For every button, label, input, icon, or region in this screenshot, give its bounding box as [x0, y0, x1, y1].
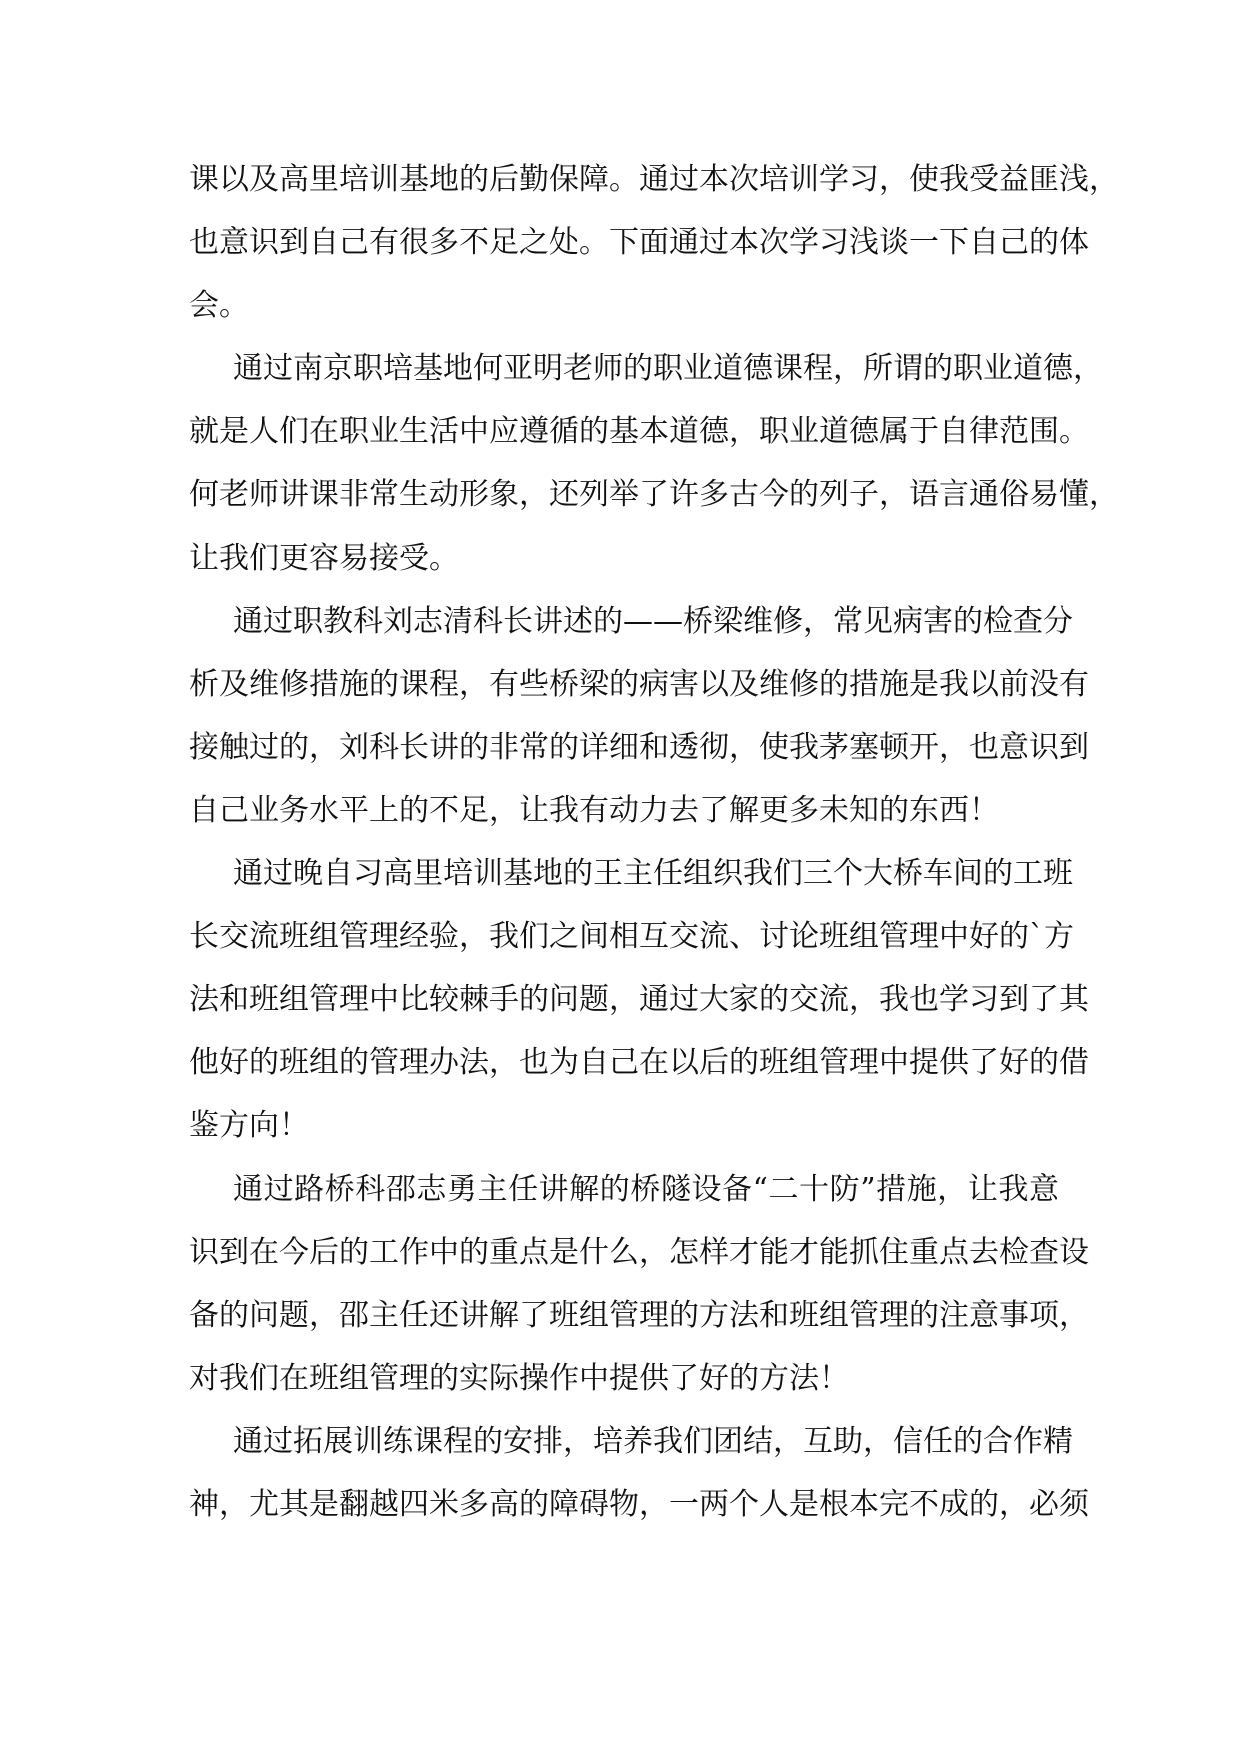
text-line: 长交流班组管理经验，我们之间相互交流、讨论班组管理中好的`方 [189, 919, 1074, 955]
text-line: 析及维修措施的课程，有些桥梁的病害以及维修的措施是我以前没有 [189, 666, 1089, 702]
text-line: 课以及高里培训基地的后勤保障。通过本次培训学习，使我受益匪浅， [189, 162, 1119, 197]
text-line: 神，尤其是翻越四米多高的障碍物，一两个人是根本完不成的，必须 [189, 1486, 1089, 1522]
text-line: 鉴方向！ [189, 1108, 309, 1144]
text-line: 让我们更容易接受。 [189, 540, 459, 576]
paragraph-first-line: 通过晚自习高里培训基地的王主任组织我们三个大桥车间的工班 [233, 856, 1073, 892]
text-line: 对我们在班组管理的实际操作中提供了好的方法！ [189, 1360, 849, 1396]
text-line: 法和班组管理中比较棘手的问题，通过大家的交流，我也学习到了其 [189, 982, 1089, 1018]
paragraph-first-line: 通过职教科刘志清科长讲述的——桥梁维修，常见病害的检查分 [233, 603, 1073, 639]
text-line: 识到在今后的工作中的重点是什么，怎样才能才能抓住重点去检查设 [189, 1234, 1089, 1270]
paragraph-first-line: 通过南京职培基地何亚明老师的职业道德课程，所谓的职业道德， [233, 351, 1103, 387]
text-line: 自己业务水平上的不足，让我有动力去了解更多未知的东西！ [189, 792, 999, 828]
text-line: 也意识到自己有很多不足之处。下面通过本次学习浅谈一下自己的体 [189, 225, 1089, 261]
text-line: 何老师讲课非常生动形象，还列举了许多古今的列子，语言通俗易懂， [189, 477, 1119, 513]
paragraph-first-line: 通过拓展训练课程的安排，培养我们团结，互助，信任的合作精 [233, 1423, 1073, 1459]
document-body [189, 148, 1119, 1536]
text-line: 备的问题，邵主任还讲解了班组管理的方法和班组管理的注意事项， [189, 1297, 1089, 1333]
paragraph-first-line: 通过路桥科邵志勇主任讲解的桥隧设备“二十防”措施，让我意 [233, 1171, 1059, 1207]
text-line: 接触过的，刘科长讲的非常的详细和透彻，使我茅塞顿开，也意识到 [189, 729, 1089, 765]
text-line: 他好的班组的管理办法，也为自己在以后的班组管理中提供了好的借 [189, 1045, 1089, 1081]
text-line: 就是人们在职业生活中应遵循的基本道德，职业道德属于自律范围。 [189, 414, 1089, 450]
text-line: 会。 [189, 288, 249, 324]
